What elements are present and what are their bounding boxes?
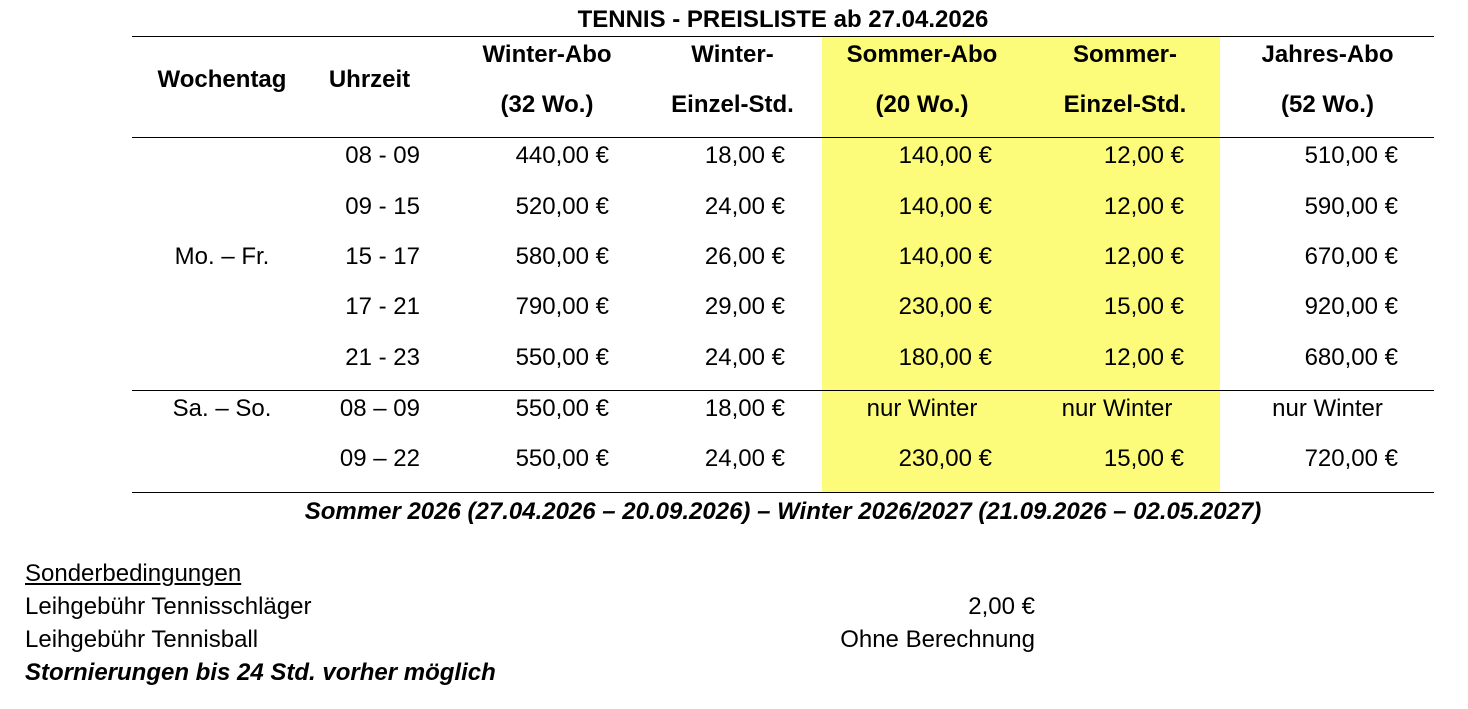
header-sommer-einzel (1025, 30, 1225, 130)
price-winter-einzel: 24,00 € (704, 445, 785, 472)
divider-bottom (132, 492, 1434, 493)
header-uhrzeit: Uhrzeit (328, 66, 411, 93)
header-sommer-abo (822, 30, 1022, 130)
header-sommer-einzel-line1: Sommer- (1072, 41, 1178, 68)
price-sommer-abo: nur Winter (866, 395, 978, 422)
price-winter-abo: 550,00 € (515, 395, 609, 422)
price-sommer-einzel: 15,00 € (1103, 445, 1184, 472)
price-winter-einzel: 18,00 € (704, 142, 785, 169)
price-jahres-abo: 720,00 € (1304, 445, 1398, 472)
price-winter-abo: 550,00 € (515, 445, 609, 472)
day-label-weekend: Sa. – So. (172, 395, 272, 422)
header-winter-einzel-line1: Winter- (691, 41, 774, 68)
header-winter-einzel (645, 30, 820, 130)
price-sommer-einzel: 15,00 € (1103, 293, 1184, 320)
price-sommer-abo: 140,00 € (898, 142, 992, 169)
time-cell: 15 - 17 (345, 243, 420, 270)
page-title: TENNIS - PREISLISTE ab 27.04.2026 (577, 6, 989, 33)
time-cell: 09 - 15 (345, 193, 420, 220)
header-jahres-abo-line2: (52 Wo.) (1281, 91, 1374, 118)
special-heading: Sonderbedingungen (25, 560, 242, 587)
price-jahres-abo: 670,00 € (1304, 243, 1398, 270)
header-jahres-abo (1225, 30, 1430, 130)
time-cell: 08 - 09 (345, 142, 420, 169)
rental-ball-label: Leihgebühr Tennisball (25, 626, 259, 653)
price-winter-abo: 440,00 € (515, 142, 609, 169)
price-jahres-abo: 510,00 € (1304, 142, 1398, 169)
cancellation-note: Stornierungen bis 24 Std. vorher möglich (25, 659, 496, 686)
header-sommer-einzel-line2: Einzel-Std. (1063, 91, 1187, 118)
rental-racket-label: Leihgebühr Tennisschläger (25, 593, 312, 620)
price-sommer-einzel: 12,00 € (1103, 243, 1184, 270)
price-jahres-abo: 920,00 € (1304, 293, 1398, 320)
header-sommer-abo-line2: (20 Wo.) (875, 91, 969, 118)
rental-ball-value: Ohne Berechnung (840, 626, 1035, 653)
header-winter-abo-line2: (32 Wo.) (500, 91, 594, 118)
header-winter-abo-line1: Winter-Abo (482, 41, 612, 68)
header-jahres-abo-line1: Jahres-Abo (1261, 41, 1394, 68)
price-jahres-abo: 590,00 € (1304, 193, 1398, 220)
price-winter-abo: 550,00 € (515, 344, 609, 371)
price-sommer-einzel: 12,00 € (1103, 344, 1184, 371)
price-sommer-abo: 140,00 € (898, 243, 992, 270)
price-sommer-abo: 180,00 € (898, 344, 992, 371)
price-winter-einzel: 18,00 € (704, 395, 785, 422)
price-winter-einzel: 24,00 € (704, 193, 785, 220)
time-cell: 21 - 23 (345, 344, 420, 371)
price-jahres-abo: 680,00 € (1304, 344, 1398, 371)
header-wochentag: Wochentag (157, 66, 287, 93)
season-note: Sommer 2026 (27.04.2026 – 20.09.2026) – Winter 2026/2027 (21.09.2026 – 02.05.2027) (304, 498, 1262, 525)
price-winter-abo: 580,00 € (515, 243, 609, 270)
price-winter-abo: 790,00 € (515, 293, 609, 320)
price-jahres-abo: nur Winter (1272, 395, 1383, 422)
price-sommer-abo: 140,00 € (898, 193, 992, 220)
price-winter-einzel: 26,00 € (704, 243, 785, 270)
price-winter-einzel: 29,00 € (704, 293, 785, 320)
header-winter-abo (447, 30, 647, 130)
price-sommer-einzel: nur Winter (1061, 395, 1173, 422)
price-sommer-abo: 230,00 € (898, 293, 992, 320)
price-winter-einzel: 24,00 € (704, 344, 785, 371)
price-sommer-einzel: 12,00 € (1103, 142, 1184, 169)
price-sommer-einzel: 12,00 € (1103, 193, 1184, 220)
time-cell: 09 – 22 (339, 445, 420, 472)
day-label-weekdays: Mo. – Fr. (174, 243, 270, 270)
header-winter-einzel-line2: Einzel-Std. (671, 91, 794, 118)
price-winter-abo: 520,00 € (515, 193, 609, 220)
time-cell: 17 - 21 (345, 293, 420, 320)
header-sommer-abo-line1: Sommer-Abo (846, 41, 998, 68)
price-sommer-abo: 230,00 € (898, 445, 992, 472)
time-cell: 08 – 09 (339, 395, 420, 422)
rental-racket-value: 2,00 € (968, 593, 1035, 620)
